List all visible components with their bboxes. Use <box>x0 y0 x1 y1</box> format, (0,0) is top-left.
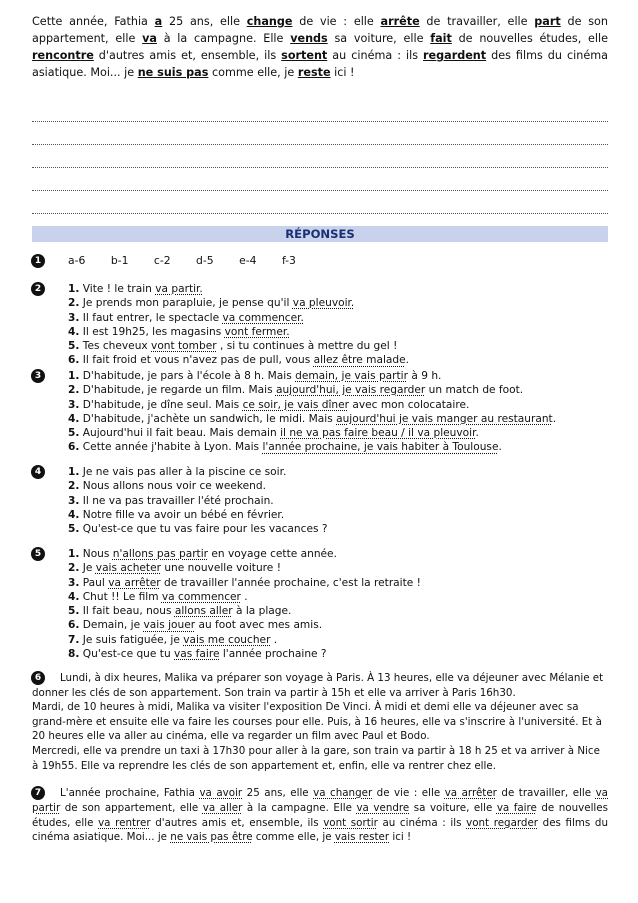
text-segment: ici ! <box>330 66 355 79</box>
answer-item <box>68 282 409 296</box>
text-segment: Il fait froid et vous n'avez pas de pull, vous <box>79 354 314 367</box>
text-segment: Je suis fatiguée, je <box>79 633 184 646</box>
answer-phrase: va avoir <box>199 787 243 799</box>
answer-phrase: va partir <box>32 787 608 814</box>
item-number: 4. <box>68 508 80 521</box>
answer-item <box>68 426 556 440</box>
text-segment: Il fait beau, nous <box>79 605 175 618</box>
answer-phrase: vas faire <box>174 648 220 661</box>
item-number: 5. <box>68 605 80 618</box>
answer-phrase: va faire <box>496 801 537 814</box>
answer-item <box>68 494 327 508</box>
answer-item <box>68 465 327 479</box>
answer-phrase: vont fermer. <box>224 325 290 338</box>
text-segment: . <box>405 354 409 367</box>
answer-item <box>68 398 556 412</box>
answer-phrase: vont tomber <box>151 340 217 353</box>
answer-item <box>68 547 421 561</box>
text-segment: Tes cheveux <box>79 340 152 353</box>
answer-line-1 <box>32 121 608 122</box>
answer-item <box>68 561 421 575</box>
text-segment: de son appartement, elle <box>32 15 608 45</box>
answer-phrase: va commencer. <box>222 311 304 324</box>
item-number: 7. <box>68 633 80 646</box>
answer-phrase: il ne va pas faire beau / il va pleuvoir <box>280 427 476 440</box>
text-segment: l'année prochaine ? <box>219 648 327 661</box>
exercise-2-list <box>68 282 409 368</box>
answer-item <box>68 618 421 632</box>
answer-phrase: va pleuvoir. <box>292 297 355 310</box>
item-number: 2. <box>68 562 80 575</box>
answer-item <box>68 604 421 618</box>
answer-item <box>68 479 327 493</box>
text-segment: à la campagne. Elle <box>242 801 357 814</box>
answer-item <box>68 339 409 353</box>
answer-item <box>68 383 556 397</box>
item-number: 3. <box>68 398 80 411</box>
exercise-3-marker: 3 <box>31 369 45 383</box>
exercise-4-marker: 4 <box>31 465 45 479</box>
conjugated-verb: regardent <box>423 49 487 62</box>
conjugated-verb: ne suis pas <box>137 66 209 79</box>
answer-item <box>68 576 421 590</box>
answer-phrase: aujourd'hui, je vais regarder <box>275 384 426 397</box>
answer-item <box>68 647 421 661</box>
text-segment: ici ! <box>389 831 412 844</box>
conjugated-verb: rencontre <box>32 49 94 62</box>
answer-phrase: ne vais pas être <box>170 831 253 844</box>
answer-phrase: va rentrer <box>98 816 151 829</box>
text-segment: Cette année, Fathia <box>32 15 155 28</box>
exercise-2-marker: 2 <box>31 282 45 296</box>
text-segment: Il est 19h25, les magasins <box>79 325 225 338</box>
text-segment: D'habitude, je pars à l'école à 8 h. Mais <box>79 370 296 382</box>
item-number: 3. <box>68 311 80 324</box>
exercise-5-list <box>68 547 421 661</box>
exercise-7-text <box>32 787 608 843</box>
text-segment: D'habitude, je dîne seul. Mais <box>79 398 243 411</box>
text-segment: un match de foot. <box>425 384 524 397</box>
exercise-1-pairs <box>68 254 318 268</box>
text-segment: Il faut entrer, le spectacle <box>79 311 223 324</box>
item-number: 4. <box>68 412 80 425</box>
text-segment: Chut !! Le film <box>79 590 162 603</box>
text-segment: de nouvelles études, elle <box>451 32 608 45</box>
text-segment: D'habitude, je regarde un film. Mais <box>79 384 276 397</box>
exercise-7-marker: 7 <box>31 786 45 800</box>
text-segment: de vie : elle <box>292 15 381 28</box>
exercise-3-list <box>68 369 556 455</box>
text-segment: de vie : elle <box>372 787 445 799</box>
text-segment: sa voiture, elle <box>327 32 431 45</box>
pair: e-4 <box>239 254 257 267</box>
answer-phrase: l'année prochaine, je vais habiter à Toulouse <box>262 441 499 454</box>
answer-item <box>68 325 409 339</box>
text-segment: de son appartement, elle <box>60 801 203 814</box>
answer-phrase: va commencer <box>161 590 241 603</box>
text-segment: à 9 h. <box>407 370 442 382</box>
text-segment: Notre fille va avoir un bébé en février. <box>79 508 285 521</box>
text-segment: . <box>498 441 502 454</box>
answer-line-4 <box>32 190 608 191</box>
text-segment: des films du cinéma asiatique. Moi... je <box>32 816 608 844</box>
item-number: 6. <box>68 441 80 454</box>
item-number: 5. <box>68 427 80 440</box>
text-segment: une nouvelle voiture ! <box>160 562 281 575</box>
exercise-6-line-2: Mardi, de 10 heures à midi, Malika va visiter l'exposition De Vinci. À midi et demi elle va déjeuner avec sa grand-mère et ensuite elle va faire les courses pour elle. Puis, à 16 heures, elle va s'inscrire à l'université. Et à 20 heures elle va aller au cinéma, elle va regarder un film avec Paul et Bodo. <box>32 701 602 743</box>
item-number: 1. <box>68 283 80 295</box>
exercise-6-marker: 6 <box>31 671 45 685</box>
answer-line-3 <box>32 167 608 168</box>
answer-line-2 <box>32 144 608 145</box>
item-number: 2. <box>68 384 80 397</box>
text-segment: Nous <box>79 548 113 560</box>
conjugated-verb: part <box>534 15 561 28</box>
item-number: 6. <box>68 354 80 367</box>
text-segment: . <box>475 427 479 440</box>
text-segment: des films du cinéma asiatique. Moi... je <box>32 49 608 79</box>
conjugated-verb: change <box>246 15 293 28</box>
conjugated-verb: arrête <box>380 15 420 28</box>
text-segment: de travailler l'année prochaine, c'est la retraite ! <box>160 576 421 589</box>
text-segment: 25 ans, elle <box>162 15 247 28</box>
text-segment: L'année prochaine, Fathia <box>60 787 200 799</box>
exercise-5-marker: 5 <box>31 547 45 561</box>
text-segment: au cinéma : ils <box>377 816 467 829</box>
answer-phrase: allez être malade <box>313 354 406 367</box>
text-segment: , si tu continues à mettre du gel ! <box>216 340 398 353</box>
exercise-1-marker: 1 <box>31 254 45 268</box>
text-segment: de travailler, elle <box>419 15 535 28</box>
item-number: 4. <box>68 325 80 338</box>
item-number: 3. <box>68 494 80 507</box>
text-segment: Cette année j'habite à Lyon. Mais <box>79 441 263 454</box>
text-segment: en voyage cette année. <box>208 548 337 560</box>
answer-item <box>68 508 327 522</box>
text-segment: 25 ans, elle <box>242 787 314 799</box>
text-segment: de travailler, elle <box>496 787 596 799</box>
text-segment: Nous allons nous voir ce weekend. <box>79 480 266 493</box>
answer-phrase: va aller <box>202 801 243 814</box>
item-number: 1. <box>68 548 80 560</box>
exercise-6-line-1: Lundi, à dix heures, Malika va préparer son voyage à Paris. À 13 heures, elle va déjeuner avec Mélanie et donner les clés de son appartement. Son train va partir à 15h et elle va arriver à Paris 16h30. <box>32 672 604 699</box>
answer-item <box>68 296 409 310</box>
answer-phrase: va changer <box>313 787 373 799</box>
answer-phrase: vont regarder <box>466 816 539 829</box>
answers-title: RÉPONSES <box>285 227 355 241</box>
pair: b-1 <box>110 254 129 267</box>
exercise-6-line-3: Mercredi, elle va prendre un taxi à 17h30 pour aller à la gare, son train va partir à 18 h 25 et va arriver à Nice à 19h55. Elle va reprendre les clés de son appartement et, enfin, elle va rentrer chez elle. <box>32 744 600 772</box>
answer-item <box>68 311 409 325</box>
text-segment: . <box>270 633 278 646</box>
text-segment: D'habitude, j'achète un sandwich, le midi. Mais <box>79 412 337 425</box>
item-number: 1. <box>68 370 80 382</box>
exercise-7-paragraph <box>32 786 608 845</box>
answers-header-band <box>32 226 608 242</box>
answer-phrase: va partir. <box>155 283 203 295</box>
answer-phrase: aujourd'hui je vais manger au restaurant <box>336 412 553 425</box>
text-segment: . <box>240 590 248 603</box>
text-segment: Je <box>79 562 96 575</box>
answer-item <box>68 440 556 454</box>
answer-phrase: va vendre <box>356 801 410 814</box>
answer-item <box>68 353 409 367</box>
text-segment: comme elle, je <box>252 831 335 844</box>
answer-phrase: vont sortir <box>323 816 378 829</box>
item-number: 2. <box>68 297 80 310</box>
text-segment: à la campagne. Elle <box>156 32 291 45</box>
answer-phrase: vais me coucher <box>183 633 271 646</box>
text-segment: à la plage. <box>232 605 292 618</box>
answer-item <box>68 412 556 426</box>
text-segment: d'autres amis et, ensemble, ils <box>93 49 282 62</box>
item-number: 8. <box>68 648 80 661</box>
answer-item <box>68 590 421 604</box>
text-segment: Vite ! le train <box>79 283 156 295</box>
exercise-4-list <box>68 465 327 536</box>
answer-line-5 <box>32 213 608 214</box>
exercise-6-text <box>32 671 608 773</box>
answer-item <box>68 633 421 647</box>
item-number: 6. <box>68 619 80 632</box>
text-segment: Qu'est-ce que tu <box>79 648 175 661</box>
pair: c-2 <box>153 254 171 267</box>
answer-phrase: vais jouer <box>143 619 196 632</box>
conjugated-verb: vends <box>290 32 328 45</box>
text-segment: . <box>552 412 557 425</box>
answer-phrase: va arrêter <box>444 787 497 799</box>
answer-item <box>68 522 327 536</box>
text-segment: avec mon colocataire. <box>348 398 470 411</box>
item-number: 2. <box>68 480 80 493</box>
text-segment: Aujourd'hui il fait beau. Mais demain <box>79 427 281 440</box>
item-number: 5. <box>68 523 80 536</box>
item-number: 1. <box>68 466 80 478</box>
text-segment: Qu'est-ce que tu vas faire pour les vacances ? <box>79 523 328 536</box>
intro-paragraph <box>32 13 608 81</box>
answer-phrase: demain, je vais partir <box>295 370 408 382</box>
text-segment: Je prends mon parapluie, je pense qu'il <box>79 297 293 310</box>
item-number: 4. <box>68 590 80 603</box>
item-number: 3. <box>68 576 80 589</box>
conjugated-verb: sortent <box>281 49 328 62</box>
answer-phrase: vais rester <box>334 831 390 844</box>
answer-phrase: vais acheter <box>95 562 161 575</box>
answer-phrase: allons aller <box>174 605 233 618</box>
conjugated-verb: fait <box>430 32 452 45</box>
answer-phrase: n'allons pas partir <box>112 548 208 560</box>
pair: a-6 <box>68 254 86 267</box>
text-segment: de nouvelles études, elle <box>32 801 608 829</box>
answer-phrase: va arrêter <box>108 576 161 589</box>
text-segment: Demain, je <box>79 619 144 632</box>
text-segment: sa voiture, elle <box>409 801 497 814</box>
conjugated-verb: reste <box>297 66 331 79</box>
text-segment: au cinéma : ils <box>327 49 424 62</box>
text-segment: comme elle, je <box>208 66 298 79</box>
item-number: 5. <box>68 340 80 353</box>
pair: d-5 <box>196 254 214 267</box>
text-segment: Paul <box>79 576 109 589</box>
answer-item <box>68 369 556 383</box>
text-segment: Il ne va pas travailler l'été prochain. <box>79 494 274 507</box>
conjugated-verb: a <box>154 15 163 28</box>
pair: f-3 <box>281 254 296 267</box>
conjugated-verb: va <box>142 32 157 45</box>
answer-phrase: ce soir, je vais dîner <box>242 398 349 411</box>
text-segment: au foot avec mes amis. <box>195 619 323 632</box>
text-segment: d'autres amis et, ensemble, ils <box>150 816 324 829</box>
text-segment: Je ne vais pas aller à la piscine ce soir. <box>79 466 287 478</box>
